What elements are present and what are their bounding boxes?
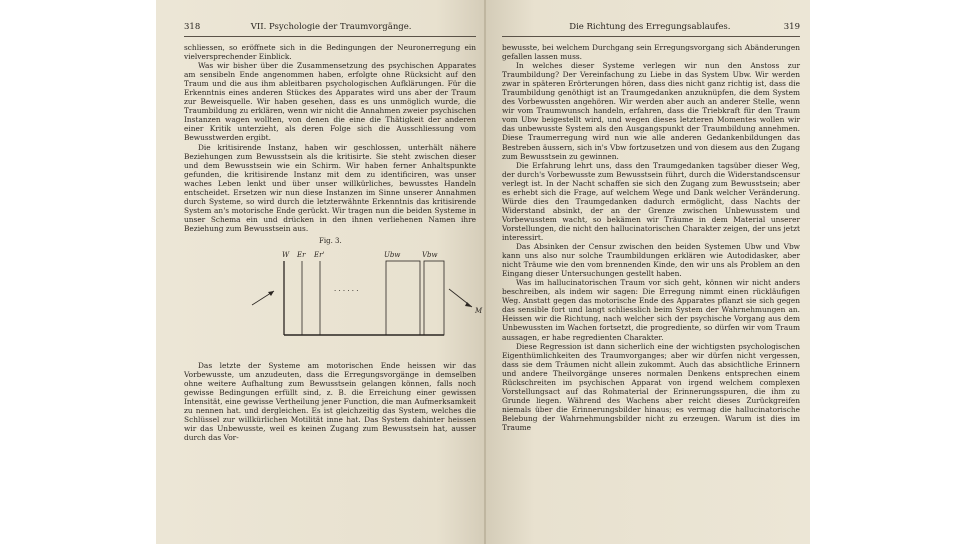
- left-running-head: VII. Psychologie der Traumvorgänge.: [250, 22, 412, 32]
- left-page: [156, 0, 486, 544]
- right-running-header: [502, 22, 800, 37]
- label-dots: · · · · · ·: [334, 286, 359, 295]
- paragraph: Das letzte der Systeme am motorischen Ende heissen wir das Vorbewusste, um anzudeuten, dass die Erregungsvorgänge in demselben ohne weitere Aufhaltung zum Bewusstsein gelangen können, falls noch gewisse Bedingungen erfüllt sind, z. B. die Erreichung einer gewissen Intensität, eine gewisse Vertheilung jener Function, die man Aufmerksamkeit zu nennen hat. und dergleichen. Es ist gleichzeitig das System, welches die Schlüssel zur willkürlichen Motilität inne hat. Das System dahinter heissen wir das Unbewusste, weil es keinen Zugang zum Bewusstsein hat, ausser durch das Vor-: [184, 360, 476, 443]
- right-page-number: 319: [783, 22, 800, 32]
- paragraph: Was im hallucinatorischen Traum vor sich geht, können wir nicht anders beschreiben, als indem wir sagen: Die Erregung nimmt einen rückläufigen Weg. Anstatt gegen das motorische Ende des Apparates pflanzt sie sich gegen das sensible fort und langt schliesslich beim System der Wahrnehmungen an. Heissen wir die Richtung, nach welcher sich der psychische Vorgang aus dem Unbewussten im Wachen fortsetzt, die progrediente, so dürfen wir vom Traum aussagen, er habe regredienten Charakter.: [502, 278, 800, 342]
- left-running-header: [184, 22, 476, 37]
- right-page: [486, 0, 810, 544]
- left-body-text: [184, 43, 483, 443]
- label-er-prime: Er': [314, 250, 325, 259]
- paragraph: Was wir bisher über die Zusammensetzung des psychischen Apparates am sensibeln Ende angenommen haben, erfolgte ohne Rücksicht auf den Traum und die aus ihm ableitbaren psychologischen Aufklärungen. Für die Erkenntnis eines anderen Stückes des Apparates wird uns aber der Traum zur Beweisquelle. Wir haben gesehen, dass es uns unmöglich wurde, die Traumbildung zu erklären, wenn wir nicht die Annahmen zweier psychischen Instanzen wagen wollten, von denen die eine die Thätigkeit der anderen einer Kritik unterzieht, als deren Folge sich die Ausschliessung vom Bewusstwerden ergibt.: [184, 61, 476, 143]
- label-ubw: Ubw: [384, 250, 401, 259]
- left-page-number: 318: [184, 22, 201, 32]
- system-ubw-box: [386, 261, 420, 335]
- paragraph: schliessen, so eröffnete sich in die Bedingungen der Neuronerregung ein vielversprechender Einblick.: [184, 43, 476, 62]
- paragraph: In welches dieser Systeme verlegen wir nun den Anstoss zur Traumbildung? Der Vereinfachung zu Liebe in das System Ubw. Wir werden zwar in späteren Erörterungen hören, dass dies nicht ganz richtig ist, dass die Traumbildung genöthigt ist an Traumgedanken anzuknüpfen, die dem System des Vorbewussten angehören. Wir werden aber auch an anderer Stelle, wenn wir vom Traumwunsch handeln, erfahren, dass die Triebkraft für den Traum vom Ubw beigestellt wird, und wegen dieses letzteren Momentes wollen wir das unbewusste System als den Ausgangspunkt der Traumbildung annehmen. Diese Traumerregung wird nun wie alle anderen Gedankenbildungen das Bestreben äussern, sich in's Vbw fortzusetzen und von diesem aus den Zugang zum Bewusstsein zu gewinnen.: [502, 61, 800, 161]
- paragraph: bewusste, bei welchem Durchgang sein Erregungsvorgang sich Abänderungen gefallen lassen muss.: [502, 43, 800, 62]
- label-vbw: Vbw: [422, 250, 438, 259]
- label-w: W: [282, 250, 290, 259]
- label-m: M: [475, 306, 483, 315]
- paragraph: Die Erfahrung lehrt uns, dass den Traumgedanken tagsüber dieser Weg, der durch's Vorbewusste zum Bewusstsein führt, durch die Widerstandscensur verlegt ist. In der Nacht schaffen sie sich den Zugang zum Bewusstsein; aber es erhebt sich die Frage, auf welchem Wege und Dank welcher Veränderung. Würde dies den Traumgedanken dadurch ermöglicht, dass Nachts der Widerstand absinkt, der an der Grenze zwischen Unbewusstem und Vorbewusstem wacht, so bekämen wir Träume in dem Material unserer Vorstellungen, die nicht den hallucinatorischen Charakter zeigen, der uns jetzt interessirt.: [502, 160, 800, 242]
- psychic-apparatus-diagram: [184, 249, 484, 355]
- paragraph: Diese Regression ist dann sicherlich eine der wichtigsten psychologischen Eigenthümlichkeiten des Traumvorganges; aber wir dürfen nicht vergessen, dass sie dem Träumen nicht allein zukommt. Auch das absichtliche Erinnern und andere Theilvorgänge unseres normalen Denkens entsprechen einem Rückschreiten im psychischen Apparat von irgend welchem complexen Vorstellungsact auf das Rohmaterial der Erinnerungsspuren, die ihm zu Grunde liegen. Während des Wachens aber reicht dieses Zurückgreifen niemals über die Erinnerungsbilder hinaus; es vermag die hallucinatorische Belebung der Wahrnehmungsbilder nicht zu erzeugen. Warum ist dies im Traume: [502, 341, 800, 432]
- figure-caption: Fig. 3.: [319, 236, 342, 245]
- paragraph: Die kritisirende Instanz, haben wir geschlossen, unterhält nähere Beziehungen zum Bewusstsein als die kritisirte. Sie steht zwischen dieser und dem Bewusstsein wie ein Schirm. Wir haben ferner Anhaltspunkte gefunden, die kritisirende Instanz mit dem zu identificiren, was unser waches Leben lenkt und über unser willkürliches, bewusstes Handeln entscheidet. Ersetzen wir nun diese Instanzen im Sinne unserer Annahmen durch Systeme, so wird durch die letzterwähnte Erkenntnis das kritisirende System an's motorische Ende gerückt. Wir tragen nun die beiden Systeme in unser Schema ein und drücken in den ihnen verliehenen Namen ihre Beziehung zum Bewusstsein aus.: [184, 142, 476, 233]
- input-arrow-head: [268, 291, 274, 296]
- right-running-head: Die Richtung des Erregungsablaufes.: [569, 22, 731, 32]
- paragraph: Das Absinken der Censur zwischen den beiden Systemen Ubw und Vbw kann uns also nur solche Traumbildungen erklären wie Autodidasker, aber nicht Träume wie den vom brennenden Kinde, den wir uns als Problem an den Eingang dieser Untersuchungen gestellt haben.: [502, 242, 800, 279]
- right-body-text: [502, 43, 800, 432]
- label-er: Er: [297, 250, 306, 259]
- system-vbw-box: [424, 261, 444, 335]
- figure-3: [184, 237, 484, 355]
